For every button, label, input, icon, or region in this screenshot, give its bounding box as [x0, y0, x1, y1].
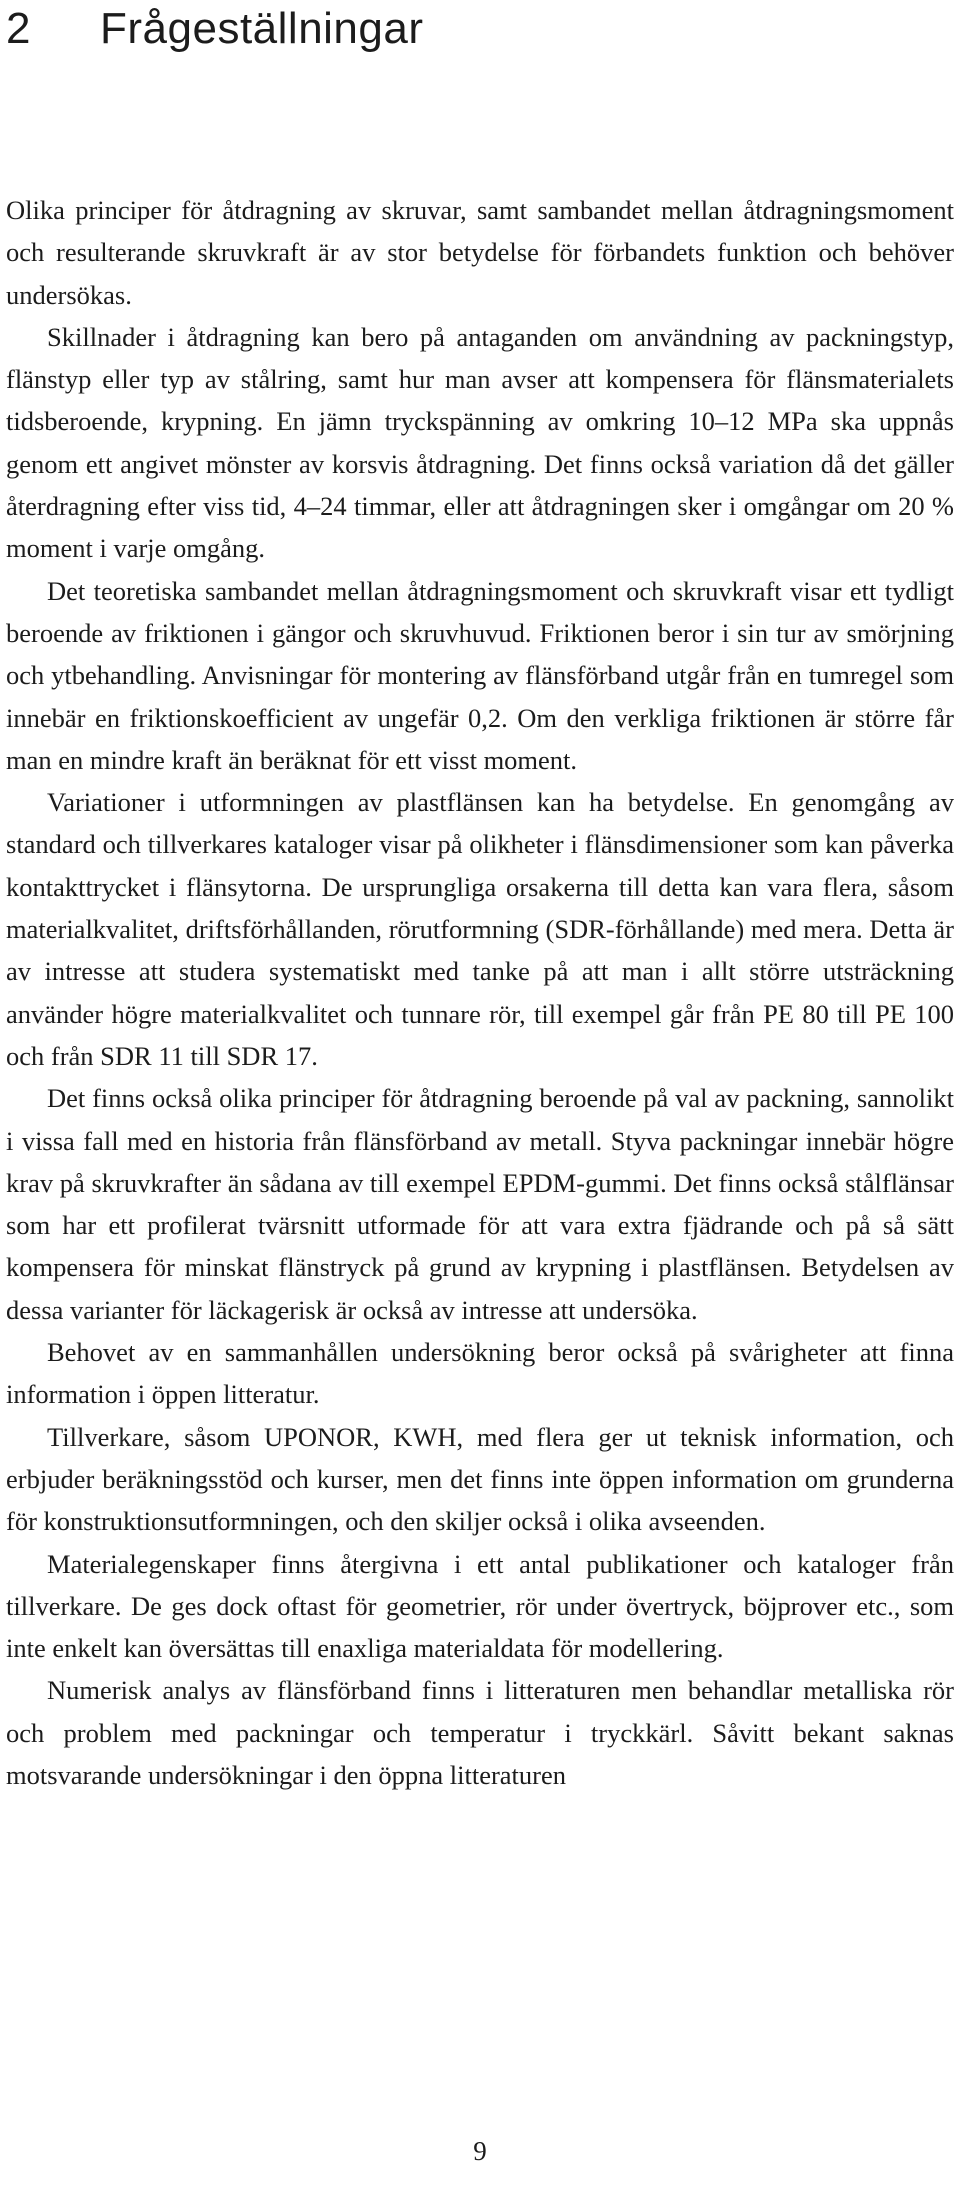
- paragraph: Materialegenskaper finns återgivna i ett antal publikationer och kataloger från tillverkare. De ges dock oftast för geometrier, rör under övertryck, böjprover etc., som inte enkelt kan översättas till enaxliga materialdata för modellering.: [6, 1548, 954, 1664]
- section-number: 2: [6, 4, 31, 53]
- paragraph: Olika principer för åtdragning av skruvar, samt sambandet mellan åtdragningsmoment och resulterande skruvkraft är av stor betydelse för förbandets funktion och behöver undersökas.: [6, 195, 954, 310]
- section-heading: [6, 2, 424, 56]
- paragraph: Skillnader i åtdragning kan bero på antaganden om användning av packningstyp, flänstyp eller typ av stålring, samt hur man avser att kompensera för flänsmaterialets tidsberoende, krypning. En jämn tryckspänning av omkring 10–12 MPa ska uppnås genom ett angivet mönster av korsvis åtdragning. Det finns också variation då det gäller återdragning efter viss tid, 4–24 timmar, eller att åtdragningen sker i omgångar om 20 % moment i varje omgång.: [6, 321, 954, 564]
- paragraph: Behovet av en sammanhållen undersökning beror också på svårigheter att finna information i öppen litteratur.: [6, 1337, 954, 1410]
- page-number: 9: [473, 2136, 487, 2166]
- paragraph: Tillverkare, såsom UPONOR, KWH, med flera ger ut teknisk information, och erbjuder beräkningsstöd och kurser, men det finns inte öppen information om grunderna för konstruktionsutformningen, och den skiljer också i olika avseenden.: [6, 1421, 954, 1537]
- paragraph: Det teoretiska sambandet mellan åtdragningsmoment och skruvkraft visar ett tydligt beroende av friktionen i gängor och skruvhuvud. Friktionen beror i sin tur av smörjning och ytbehandling. Anvisningar för montering av flänsförband utgår från en tumregel som innebär en friktionskoefficient av ungefär 0,2. Om den verkliga friktionen är större får man en mindre kraft än beräknat för ett visst moment.: [6, 575, 954, 775]
- paragraph: Det finns också olika principer för åtdragning beroende på val av packning, sannolikt i vissa fall med en historia från flänsförband av metall. Styva packningar innebär högre krav på skruvkrafter än sådana av till exempel EPDM-gummi. Det finns också stålflänsar som har ett profilerat tvärsnitt utformade för att vara extra fjädrande och på så sätt kompensera för minskat flänstryck på grund av krypning i plastflänsen. Betydelsen av dessa varianter för läckagerisk är också av intresse att undersöka.: [6, 1083, 954, 1325]
- body-text: [6, 189, 954, 1796]
- section-title: Frågeställningar: [100, 4, 424, 53]
- paragraph: Variationer i utformningen av plastflänsen kan ha betydelse. En genomgång av standard och tillverkares kataloger visar på olikheter i flänsdimensioner som kan påverka kontakttrycket i flänsytorna. De ursprungliga orsakerna till detta kan vara flera, såsom materialkvalitet, driftsförhållanden, rörutformning (SDR-förhållande) med mera. Detta är av intresse att studera systematiskt med tanke på att man i allt större utsträckning använder högre materialkvalitet och tunnare rör, till exempel går från PE 80 till PE 100 och från SDR 11 till SDR 17.: [6, 787, 954, 1071]
- paragraph: Numerisk analys av flänsförband finns i litteraturen men behandlar metalliska rör och problem med packningar och temperatur i tryckkärl. Såvitt bekant saknas motsvarande undersökningar i den öppna litteraturen: [6, 1675, 954, 1790]
